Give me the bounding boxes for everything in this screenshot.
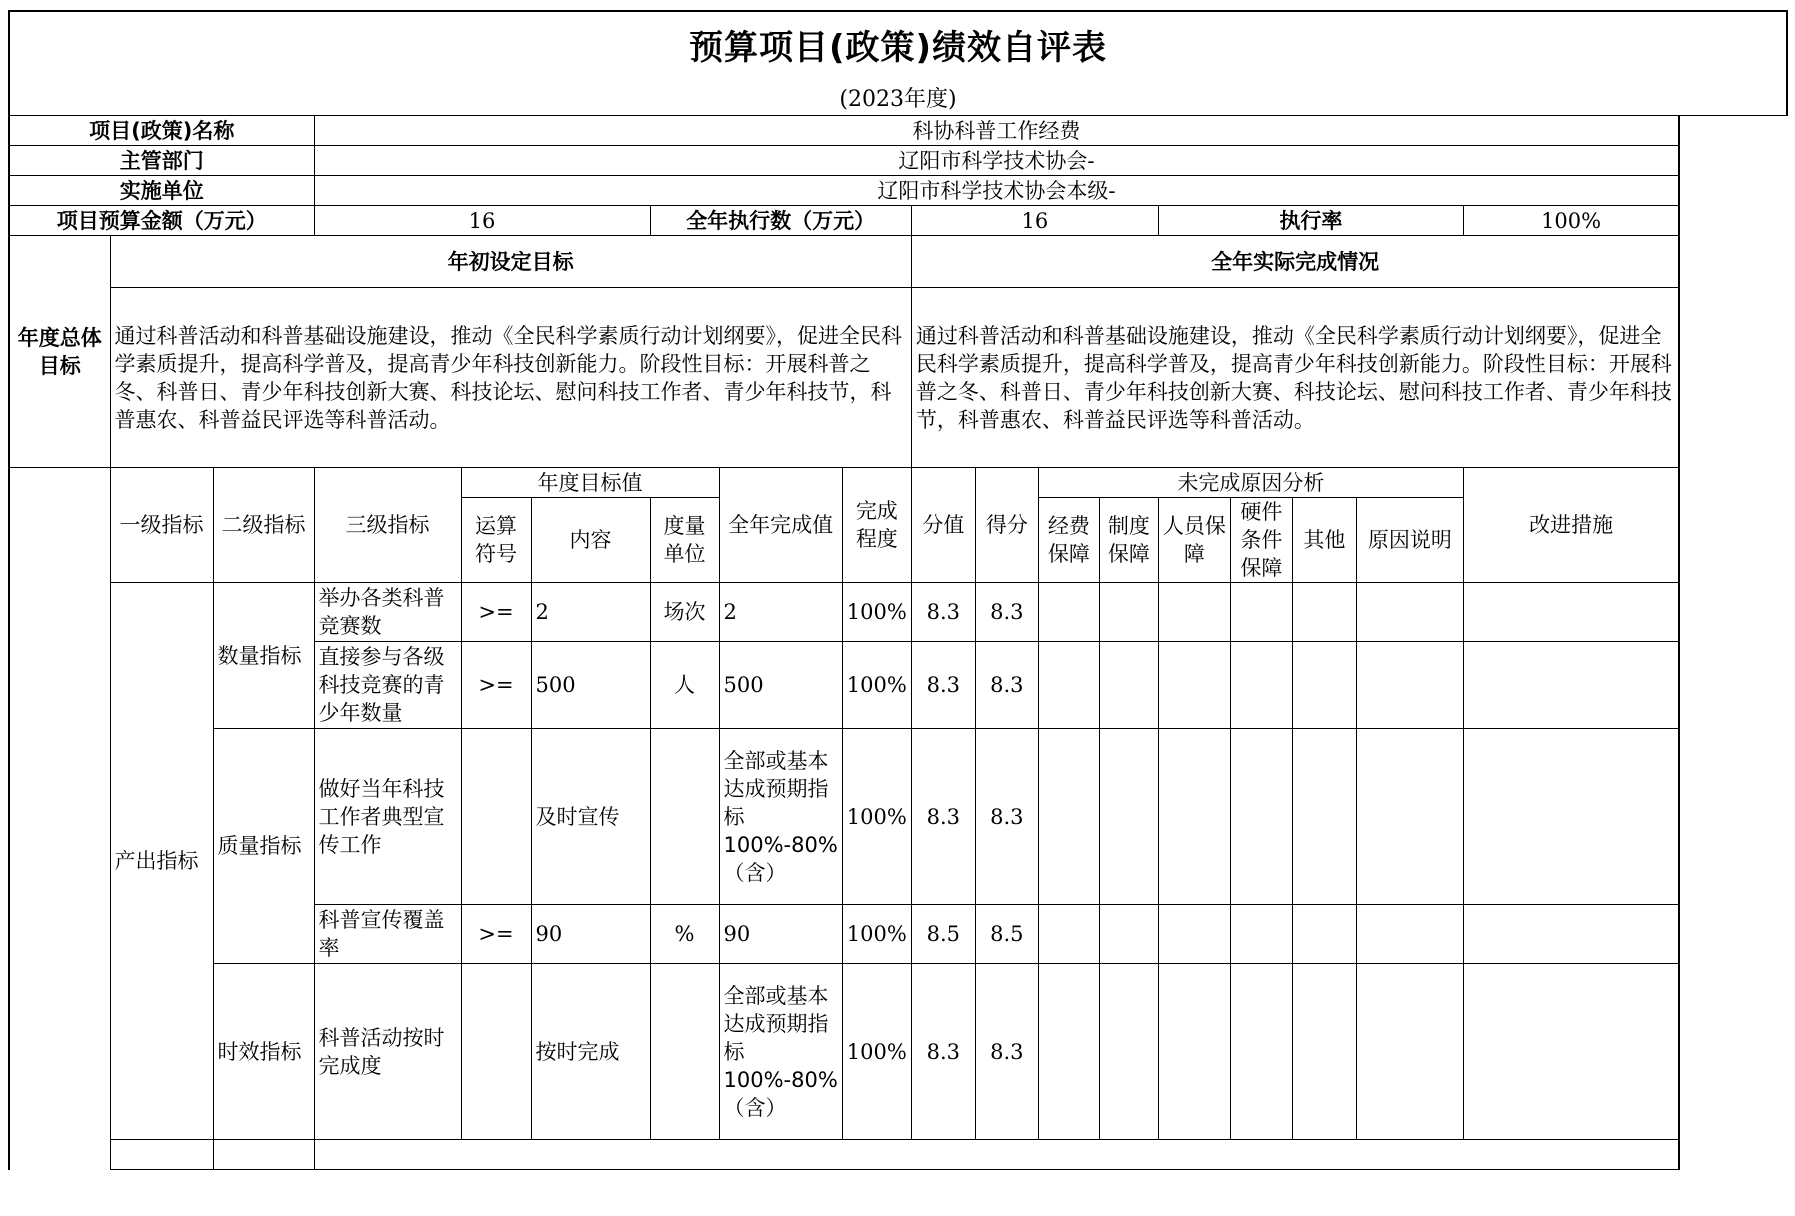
improve-cell: [1463, 905, 1679, 964]
table-row: [9, 729, 1679, 905]
content-cell: 2: [531, 583, 650, 642]
unit-cell: [650, 964, 719, 1140]
reason-analysis-header: 未完成原因分析: [1038, 468, 1463, 498]
explain-cell: [1356, 964, 1463, 1140]
system-cell: [1099, 905, 1158, 964]
degree-header: 完成程度: [842, 468, 911, 583]
unit-header: 度量单位: [650, 498, 719, 583]
hardware-cell: [1230, 964, 1292, 1140]
level2-quantity: 数量指标: [213, 583, 314, 729]
unit-cell: 场次: [650, 583, 719, 642]
fund-cell: [1038, 729, 1099, 905]
actual-cell: 全部或基本达成预期指标100%-80%（含）: [719, 729, 842, 905]
content-cell: 及时宣传: [531, 729, 650, 905]
content-cell: 500: [531, 642, 650, 729]
execution-label: 全年执行数（万元）: [650, 206, 911, 236]
staff-cell: [1158, 905, 1230, 964]
unit-value: 辽阳市科学技术协会本级-: [314, 176, 1679, 206]
level3-header: 三级指标: [314, 468, 461, 583]
points-cell: 8.3: [911, 729, 975, 905]
hardware-header: 硬件条件保障: [1230, 498, 1292, 583]
initial-goal-text: 通过科普活动和科普基础设施建设，推动《全民科学素质行动计划纲要》，促进全民科学素质提升，提高科学普及，提高青少年科技创新能力。阶段性目标：开展科普之冬、科普日、青少年科技创新大赛、科技论坛、慰问科技工作者、青少年科技节，科普惠农、科普益民评选等科普活动。: [110, 288, 911, 468]
project-name-label: 项目(政策)名称: [9, 116, 314, 146]
staff-header: 人员保障: [1158, 498, 1230, 583]
actual-cell: 500: [719, 642, 842, 729]
other-header: 其他: [1292, 498, 1356, 583]
improve-header: 改进措施: [1463, 468, 1679, 583]
explain-header: 原因说明: [1356, 498, 1463, 583]
explain-cell: [1356, 583, 1463, 642]
fund-cell: [1038, 905, 1099, 964]
dept-value: 辽阳市科学技术协会-: [314, 146, 1679, 176]
staff-cell: [1158, 642, 1230, 729]
unit-cell: [650, 729, 719, 905]
hardware-cell: [1230, 905, 1292, 964]
score-cell: 8.3: [975, 729, 1038, 905]
unit-cell: %: [650, 905, 719, 964]
score-cell: 8.3: [975, 964, 1038, 1140]
annual-goal-label: 年度总体目标: [9, 236, 110, 468]
explain-cell: [1356, 905, 1463, 964]
points-cell: 8.3: [911, 964, 975, 1140]
system-header: 制度保障: [1099, 498, 1158, 583]
system-cell: [1099, 729, 1158, 905]
level2-quality: 质量指标: [213, 729, 314, 964]
title-area: [8, 10, 1788, 116]
system-cell: [1099, 964, 1158, 1140]
degree-cell: 100%: [842, 583, 911, 642]
operator-cell: >=: [461, 642, 531, 729]
rate-value: 100%: [1463, 206, 1679, 236]
indicator-name: 科普宣传覆盖率: [314, 905, 461, 964]
content-header: 内容: [531, 498, 650, 583]
operator-cell: [461, 964, 531, 1140]
hardware-cell: [1230, 642, 1292, 729]
staff-cell: [1158, 964, 1230, 1140]
points-cell: 8.5: [911, 905, 975, 964]
unit-label: 实施单位: [9, 176, 314, 206]
points-cell: 8.3: [911, 642, 975, 729]
level2-timeliness: 时效指标: [213, 964, 314, 1140]
indicator-name: 做好当年科技工作者典型宣传工作: [314, 729, 461, 905]
cutoff-cell: [110, 1140, 213, 1170]
project-name-value: 科协科普工作经费: [314, 116, 1679, 146]
hardware-cell: [1230, 729, 1292, 905]
actual-cell: 2: [719, 583, 842, 642]
unit-cell: 人: [650, 642, 719, 729]
operator-cell: >=: [461, 905, 531, 964]
evaluation-sheet: [8, 10, 1790, 1210]
content-cell: 90: [531, 905, 650, 964]
improve-cell: [1463, 964, 1679, 1140]
cutoff-cell: [314, 1140, 1679, 1170]
score-cell: 8.3: [975, 642, 1038, 729]
rate-label: 执行率: [1158, 206, 1463, 236]
points-header: 分值: [911, 468, 975, 583]
score-cell: 8.3: [975, 583, 1038, 642]
fund-cell: [1038, 964, 1099, 1140]
degree-cell: 100%: [842, 729, 911, 905]
degree-cell: 100%: [842, 964, 911, 1140]
level1-header: 一级指标: [110, 468, 213, 583]
level2-header: 二级指标: [213, 468, 314, 583]
actual-completion-text: 通过科普活动和科普基础设施建设，推动《全民科学素质行动计划纲要》，促进全民科学素质提升，提高科学普及，提高青少年科技创新能力。阶段性目标：开展科普之冬、科普日、青少年科技创新大赛、科技论坛、慰问科技工作者、青少年科技节，科普惠农、科普益民评选等科普活动。: [911, 288, 1679, 468]
other-cell: [1292, 729, 1356, 905]
improve-cell: [1463, 642, 1679, 729]
system-cell: [1099, 642, 1158, 729]
fund-cell: [1038, 642, 1099, 729]
annual-target-header: 年度目标值: [461, 468, 719, 498]
operator-header: 运算符号: [461, 498, 531, 583]
cutoff-cell: [213, 1140, 314, 1170]
actual-completion-header: 全年实际完成情况: [911, 236, 1679, 288]
other-cell: [1292, 642, 1356, 729]
page-title: 预算项目(政策)绩效自评表: [688, 28, 1108, 68]
initial-goal-header: 年初设定目标: [110, 236, 911, 288]
execution-value: 16: [911, 206, 1158, 236]
table-row: [9, 964, 1679, 1140]
explain-cell: [1356, 642, 1463, 729]
operator-cell: [461, 729, 531, 905]
dept-label: 主管部门: [9, 146, 314, 176]
other-cell: [1292, 964, 1356, 1140]
left-margin-cell: [9, 468, 110, 1170]
degree-cell: 100%: [842, 642, 911, 729]
budget-label: 项目预算金额（万元）: [9, 206, 314, 236]
actual-value-header: 全年完成值: [719, 468, 842, 583]
system-cell: [1099, 583, 1158, 642]
degree-cell: 100%: [842, 905, 911, 964]
budget-value: 16: [314, 206, 650, 236]
other-cell: [1292, 583, 1356, 642]
table-row: [9, 583, 1679, 642]
actual-cell: 90: [719, 905, 842, 964]
improve-cell: [1463, 729, 1679, 905]
staff-cell: [1158, 583, 1230, 642]
indicator-name: 科普活动按时完成度: [314, 964, 461, 1140]
points-cell: 8.3: [911, 583, 975, 642]
indicator-name: 直接参与各级科技竞赛的青少年数量: [314, 642, 461, 729]
evaluation-table: [8, 115, 1680, 1170]
improve-cell: [1463, 583, 1679, 642]
actual-cell: 全部或基本达成预期指标100%-80%（含）: [719, 964, 842, 1140]
operator-cell: >=: [461, 583, 531, 642]
score-header: 得分: [975, 468, 1038, 583]
page-subtitle: (2023年度): [839, 87, 957, 112]
fund-cell: [1038, 583, 1099, 642]
explain-cell: [1356, 729, 1463, 905]
content-cell: 按时完成: [531, 964, 650, 1140]
other-cell: [1292, 905, 1356, 964]
level1-output: 产出指标: [110, 583, 213, 1140]
hardware-cell: [1230, 583, 1292, 642]
score-cell: 8.5: [975, 905, 1038, 964]
fund-header: 经费保障: [1038, 498, 1099, 583]
indicator-name: 举办各类科普竞赛数: [314, 583, 461, 642]
staff-cell: [1158, 729, 1230, 905]
